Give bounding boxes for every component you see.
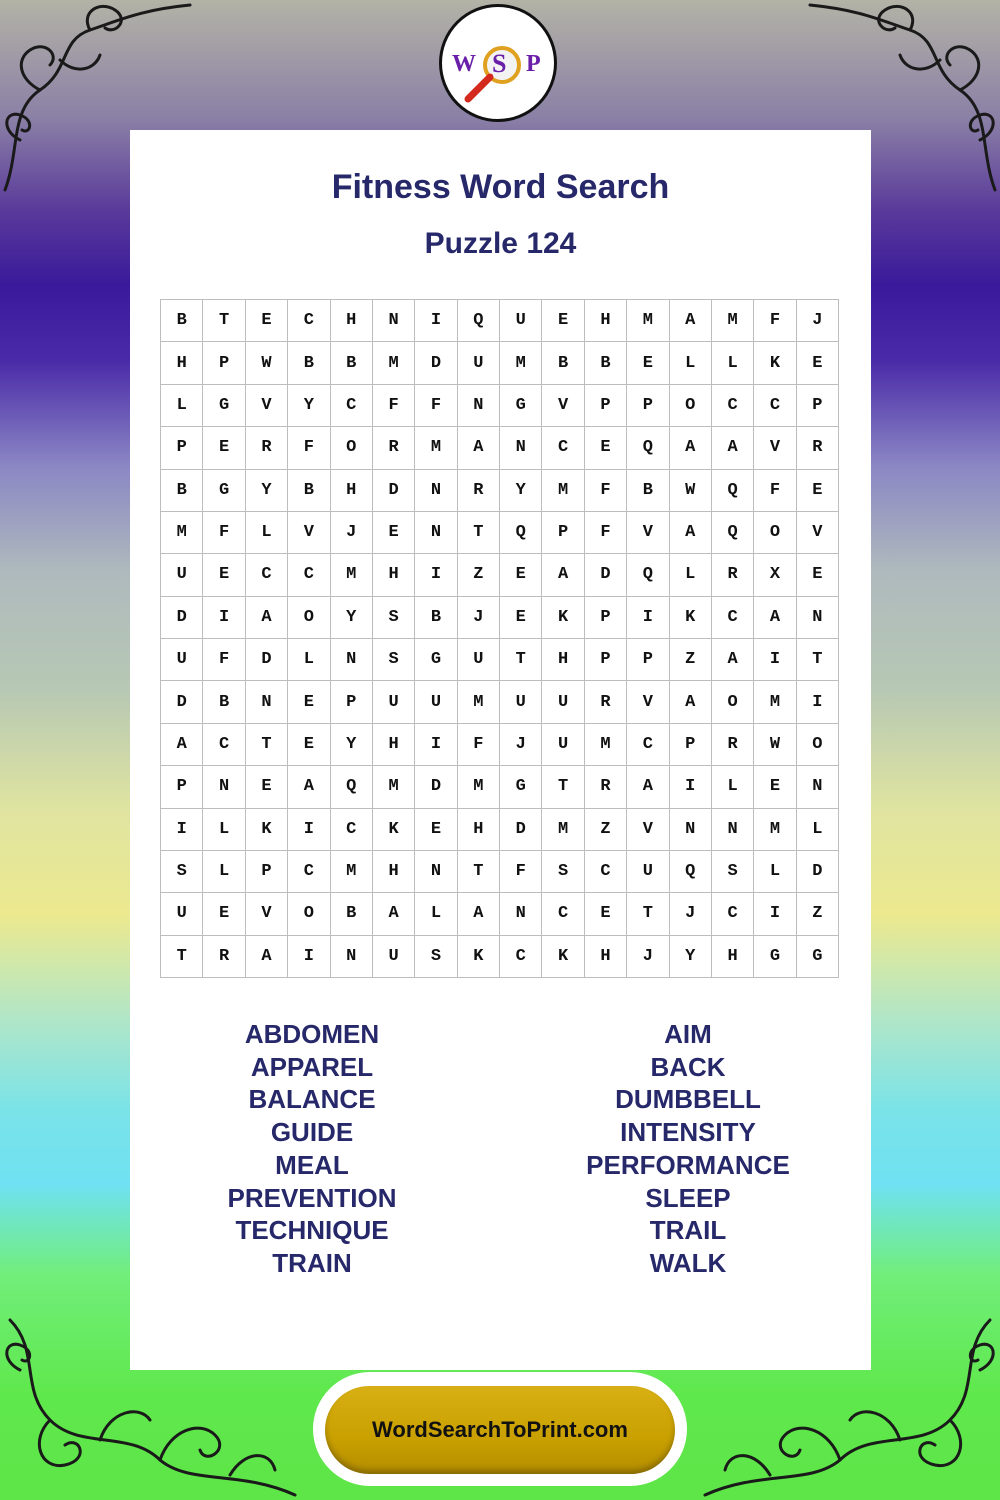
grid-cell[interactable]: A: [627, 766, 669, 808]
grid-cell[interactable]: H: [373, 851, 415, 893]
grid-cell[interactable]: L: [670, 554, 712, 596]
grid-cell[interactable]: H: [585, 300, 627, 342]
grid-cell[interactable]: A: [246, 597, 288, 639]
grid-cell[interactable]: Z: [670, 639, 712, 681]
grid-cell[interactable]: U: [161, 554, 203, 596]
grid-cell[interactable]: B: [203, 681, 245, 723]
grid-cell[interactable]: G: [754, 936, 796, 978]
word-list-item: DUMBBELL: [615, 1084, 761, 1115]
grid-cell[interactable]: E: [203, 893, 245, 935]
grid-cell[interactable]: G: [203, 385, 245, 427]
grid-cell[interactable]: G: [203, 470, 245, 512]
word-list-item: ABDOMEN: [244, 1019, 380, 1049]
grid-cell[interactable]: U: [542, 681, 584, 723]
grid-cell[interactable]: M: [373, 342, 415, 384]
grid-cell[interactable]: R: [712, 724, 754, 766]
grid-cell[interactable]: C: [288, 851, 330, 893]
grid-cell[interactable]: F: [415, 385, 457, 427]
grid-cell[interactable]: I: [161, 809, 203, 851]
grid-cell[interactable]: I: [415, 554, 457, 596]
grid-cell[interactable]: D: [500, 809, 542, 851]
grid-cell[interactable]: L: [712, 342, 754, 384]
grid-cell[interactable]: R: [797, 427, 839, 469]
grid-cell[interactable]: O: [712, 681, 754, 723]
word-list-left: [162, 1018, 462, 1280]
grid-cell[interactable]: N: [500, 893, 542, 935]
grid-cell[interactable]: K: [542, 936, 584, 978]
grid-cell[interactable]: B: [542, 342, 584, 384]
word-list-item: TRAIN: [272, 1247, 352, 1278]
grid-cell[interactable]: N: [458, 385, 500, 427]
grid-cell[interactable]: C: [712, 597, 754, 639]
grid-cell[interactable]: R: [203, 936, 245, 978]
grid-cell[interactable]: M: [542, 809, 584, 851]
grid-cell[interactable]: H: [331, 470, 373, 512]
grid-cell[interactable]: Y: [288, 385, 330, 427]
grid-cell[interactable]: M: [458, 681, 500, 723]
grid-cell[interactable]: A: [670, 512, 712, 554]
grid-cell[interactable]: N: [670, 809, 712, 851]
grid-cell[interactable]: Q: [670, 851, 712, 893]
grid-cell[interactable]: N: [203, 766, 245, 808]
grid-cell[interactable]: A: [712, 427, 754, 469]
grid-cell[interactable]: P: [331, 681, 373, 723]
word-list-item: SLEEP: [645, 1182, 731, 1213]
grid-cell[interactable]: J: [500, 724, 542, 766]
grid-cell[interactable]: N: [712, 809, 754, 851]
grid-cell[interactable]: C: [331, 385, 373, 427]
grid-cell[interactable]: E: [500, 597, 542, 639]
grid-cell[interactable]: O: [797, 724, 839, 766]
grid-cell[interactable]: A: [458, 427, 500, 469]
logo-letter-w: W: [452, 51, 476, 77]
grid-cell[interactable]: M: [500, 342, 542, 384]
grid-cell[interactable]: M: [331, 554, 373, 596]
grid-cell[interactable]: U: [458, 639, 500, 681]
grid-cell[interactable]: M: [542, 470, 584, 512]
grid-cell[interactable]: B: [415, 597, 457, 639]
grid-cell[interactable]: C: [288, 300, 330, 342]
grid-cell[interactable]: D: [373, 470, 415, 512]
grid-cell[interactable]: I: [288, 809, 330, 851]
grid-cell[interactable]: P: [542, 512, 584, 554]
grid-cell[interactable]: P: [670, 724, 712, 766]
word-list-item: MEAL: [275, 1149, 349, 1180]
grid-cell[interactable]: P: [203, 342, 245, 384]
grid-cell[interactable]: L: [712, 766, 754, 808]
grid-cell[interactable]: M: [754, 681, 796, 723]
word-list-item: INTENSITY: [620, 1117, 756, 1148]
word-list-item: AIM: [664, 1019, 712, 1049]
grid-cell[interactable]: Q: [500, 512, 542, 554]
grid-cell[interactable]: P: [161, 427, 203, 469]
grid-cell[interactable]: I: [415, 300, 457, 342]
grid-cell[interactable]: M: [415, 427, 457, 469]
grid-cell[interactable]: Q: [458, 300, 500, 342]
grid-cell[interactable]: K: [458, 936, 500, 978]
grid-cell[interactable]: Y: [331, 597, 373, 639]
grid-cell[interactable]: V: [627, 681, 669, 723]
grid-cell[interactable]: I: [203, 597, 245, 639]
grid-cell[interactable]: T: [797, 639, 839, 681]
grid-cell[interactable]: H: [712, 936, 754, 978]
grid-cell[interactable]: A: [712, 639, 754, 681]
grid-cell[interactable]: Q: [331, 766, 373, 808]
puzzle-sheet: [130, 130, 871, 1370]
grid-cell[interactable]: L: [203, 809, 245, 851]
grid-cell[interactable]: U: [500, 681, 542, 723]
word-list-item: PREVENTION: [227, 1182, 397, 1213]
grid-cell[interactable]: T: [161, 936, 203, 978]
grid-cell[interactable]: F: [754, 300, 796, 342]
grid-cell[interactable]: T: [246, 724, 288, 766]
grid-cell[interactable]: O: [331, 427, 373, 469]
grid-cell[interactable]: E: [288, 681, 330, 723]
grid-cell[interactable]: G: [500, 385, 542, 427]
grid-cell[interactable]: A: [246, 936, 288, 978]
grid-cell[interactable]: N: [331, 936, 373, 978]
grid-cell[interactable]: P: [585, 597, 627, 639]
grid-cell[interactable]: M: [627, 300, 669, 342]
grid-cell[interactable]: L: [797, 809, 839, 851]
grid-cell[interactable]: E: [627, 342, 669, 384]
grid-cell[interactable]: C: [754, 385, 796, 427]
grid-cell[interactable]: A: [458, 893, 500, 935]
grid-cell[interactable]: D: [797, 851, 839, 893]
grid-cell[interactable]: V: [542, 385, 584, 427]
grid-cell[interactable]: Q: [712, 470, 754, 512]
grid-cell[interactable]: T: [458, 512, 500, 554]
grid-cell[interactable]: H: [373, 724, 415, 766]
grid-cell[interactable]: K: [670, 597, 712, 639]
grid-cell[interactable]: K: [246, 809, 288, 851]
grid-cell[interactable]: G: [500, 766, 542, 808]
grid-cell[interactable]: Z: [458, 554, 500, 596]
grid-cell[interactable]: N: [373, 300, 415, 342]
grid-cell[interactable]: F: [585, 470, 627, 512]
grid-cell[interactable]: C: [585, 851, 627, 893]
grid-cell[interactable]: A: [542, 554, 584, 596]
word-list-item: PERFORMANCE: [586, 1149, 790, 1180]
grid-cell[interactable]: R: [585, 766, 627, 808]
puzzle-number: Puzzle 124: [424, 227, 577, 260]
grid-cell[interactable]: E: [542, 300, 584, 342]
grid-cell[interactable]: D: [161, 681, 203, 723]
grid-cell[interactable]: V: [627, 512, 669, 554]
grid-cell[interactable]: P: [797, 385, 839, 427]
grid-cell[interactable]: U: [542, 724, 584, 766]
grid-cell[interactable]: E: [246, 766, 288, 808]
grid-cell[interactable]: U: [161, 893, 203, 935]
grid-cell[interactable]: L: [203, 851, 245, 893]
page-title: Fitness Word Search: [331, 168, 670, 206]
grid-cell[interactable]: Q: [712, 512, 754, 554]
grid-cell[interactable]: G: [415, 639, 457, 681]
grid-cell[interactable]: M: [373, 766, 415, 808]
grid-cell[interactable]: B: [585, 342, 627, 384]
grid-cell[interactable]: L: [161, 385, 203, 427]
grid-cell[interactable]: F: [203, 512, 245, 554]
word-list-item: BACK: [650, 1051, 726, 1082]
grid-cell[interactable]: B: [288, 470, 330, 512]
grid-cell[interactable]: N: [246, 681, 288, 723]
grid-cell[interactable]: G: [797, 936, 839, 978]
grid-cell[interactable]: D: [246, 639, 288, 681]
grid-cell[interactable]: M: [161, 512, 203, 554]
grid-cell[interactable]: F: [203, 639, 245, 681]
grid-cell[interactable]: M: [754, 809, 796, 851]
grid-cell[interactable]: J: [627, 936, 669, 978]
grid-cell[interactable]: W: [754, 724, 796, 766]
grid-cell[interactable]: A: [670, 300, 712, 342]
grid-cell[interactable]: L: [288, 639, 330, 681]
grid-cell[interactable]: B: [288, 342, 330, 384]
grid-cell[interactable]: E: [203, 554, 245, 596]
grid-cell[interactable]: L: [246, 512, 288, 554]
grid-cell[interactable]: C: [500, 936, 542, 978]
word-list-item: WALK: [649, 1247, 727, 1278]
grid-cell[interactable]: I: [288, 936, 330, 978]
grid-cell[interactable]: R: [585, 681, 627, 723]
grid-cell[interactable]: U: [627, 851, 669, 893]
grid-cell[interactable]: P: [627, 639, 669, 681]
grid-cell[interactable]: U: [500, 300, 542, 342]
grid-cell[interactable]: U: [161, 639, 203, 681]
grid-cell[interactable]: I: [754, 639, 796, 681]
grid-cell[interactable]: L: [415, 893, 457, 935]
grid-cell[interactable]: T: [500, 639, 542, 681]
grid-cell[interactable]: C: [712, 385, 754, 427]
grid-cell[interactable]: P: [161, 766, 203, 808]
grid-cell[interactable]: A: [670, 427, 712, 469]
grid-cell[interactable]: C: [331, 809, 373, 851]
grid-cell[interactable]: A: [754, 597, 796, 639]
grid-cell[interactable]: T: [627, 893, 669, 935]
grid-cell[interactable]: A: [670, 681, 712, 723]
word-list-item: BALANCE: [248, 1084, 376, 1115]
grid-cell[interactable]: U: [373, 936, 415, 978]
grid-cell[interactable]: N: [415, 512, 457, 554]
grid-cell[interactable]: C: [627, 724, 669, 766]
grid-cell[interactable]: S: [373, 597, 415, 639]
grid-cell[interactable]: S: [415, 936, 457, 978]
grid-cell[interactable]: U: [373, 681, 415, 723]
grid-cell[interactable]: D: [415, 766, 457, 808]
site-link-button[interactable]: WordSearchToPrint.com: [325, 1386, 675, 1474]
grid-cell[interactable]: P: [585, 385, 627, 427]
grid-cell[interactable]: K: [373, 809, 415, 851]
grid-cell[interactable]: R: [373, 427, 415, 469]
grid-cell[interactable]: V: [246, 893, 288, 935]
word-list-item: TECHNIQUE: [235, 1215, 389, 1246]
grid-cell[interactable]: E: [373, 512, 415, 554]
grid-cell[interactable]: E: [797, 342, 839, 384]
grid-cell[interactable]: N: [415, 470, 457, 512]
grid-cell[interactable]: F: [754, 470, 796, 512]
grid-cell[interactable]: B: [627, 470, 669, 512]
grid-cell[interactable]: F: [288, 427, 330, 469]
wsp-logo: [439, 4, 557, 122]
grid-cell[interactable]: C: [203, 724, 245, 766]
grid-cell[interactable]: E: [585, 427, 627, 469]
grid-cell[interactable]: Y: [500, 470, 542, 512]
grid-cell[interactable]: R: [458, 470, 500, 512]
grid-cell[interactable]: L: [754, 851, 796, 893]
word-list-item: GUIDE: [270, 1117, 354, 1148]
grid-cell[interactable]: Y: [246, 470, 288, 512]
grid-cell[interactable]: V: [754, 427, 796, 469]
grid-cell[interactable]: F: [500, 851, 542, 893]
word-list-right: [538, 1018, 838, 1280]
grid-cell[interactable]: I: [415, 724, 457, 766]
grid-cell[interactable]: O: [754, 512, 796, 554]
grid-cell[interactable]: I: [627, 597, 669, 639]
grid-cell[interactable]: M: [331, 851, 373, 893]
logo-letter-p: P: [526, 51, 541, 77]
grid-cell[interactable]: M: [585, 724, 627, 766]
grid-cell[interactable]: E: [754, 766, 796, 808]
grid-cell[interactable]: S: [161, 851, 203, 893]
grid-cell[interactable]: Q: [627, 427, 669, 469]
grid-cell[interactable]: D: [161, 597, 203, 639]
grid-cell[interactable]: Z: [797, 893, 839, 935]
grid-cell[interactable]: M: [458, 766, 500, 808]
grid-cell[interactable]: S: [542, 851, 584, 893]
grid-cell[interactable]: H: [161, 342, 203, 384]
grid-cell[interactable]: N: [797, 597, 839, 639]
grid-cell[interactable]: P: [627, 385, 669, 427]
grid-cell[interactable]: C: [288, 554, 330, 596]
grid-cell[interactable]: N: [797, 766, 839, 808]
grid-cell[interactable]: P: [246, 851, 288, 893]
grid-cell[interactable]: E: [288, 724, 330, 766]
grid-cell[interactable]: B: [331, 893, 373, 935]
grid-cell[interactable]: S: [712, 851, 754, 893]
grid-cell[interactable]: P: [585, 639, 627, 681]
grid-cell[interactable]: F: [458, 724, 500, 766]
grid-cell[interactable]: I: [670, 766, 712, 808]
grid-cell[interactable]: K: [754, 342, 796, 384]
grid-cell[interactable]: C: [246, 554, 288, 596]
grid-cell[interactable]: E: [203, 427, 245, 469]
grid-cell[interactable]: E: [585, 893, 627, 935]
grid-cell[interactable]: J: [458, 597, 500, 639]
grid-cell[interactable]: O: [288, 597, 330, 639]
grid-cell[interactable]: H: [585, 936, 627, 978]
grid-cell[interactable]: O: [670, 385, 712, 427]
grid-cell[interactable]: T: [458, 851, 500, 893]
grid-cell[interactable]: N: [500, 427, 542, 469]
grid-cell[interactable]: J: [331, 512, 373, 554]
grid-cell[interactable]: V: [797, 512, 839, 554]
grid-cell[interactable]: X: [754, 554, 796, 596]
grid-cell[interactable]: B: [161, 470, 203, 512]
grid-cell[interactable]: R: [246, 427, 288, 469]
grid-cell[interactable]: E: [797, 554, 839, 596]
grid-cell[interactable]: F: [585, 512, 627, 554]
grid-cell[interactable]: E: [797, 470, 839, 512]
grid-cell[interactable]: K: [542, 597, 584, 639]
grid-cell[interactable]: C: [542, 427, 584, 469]
grid-cell[interactable]: A: [373, 893, 415, 935]
grid-cell[interactable]: H: [458, 809, 500, 851]
letter-grid: [160, 299, 839, 978]
grid-cell[interactable]: C: [712, 893, 754, 935]
grid-cell[interactable]: R: [712, 554, 754, 596]
grid-cell[interactable]: O: [288, 893, 330, 935]
grid-cell[interactable]: H: [331, 300, 373, 342]
grid-cell[interactable]: V: [627, 809, 669, 851]
grid-cell[interactable]: L: [670, 342, 712, 384]
grid-cell[interactable]: C: [542, 893, 584, 935]
grid-cell[interactable]: Y: [331, 724, 373, 766]
grid-cell[interactable]: A: [161, 724, 203, 766]
grid-cell[interactable]: U: [415, 681, 457, 723]
grid-cell[interactable]: D: [415, 342, 457, 384]
logo-letter-s: S: [492, 49, 507, 78]
grid-cell[interactable]: N: [415, 851, 457, 893]
grid-cell[interactable]: M: [712, 300, 754, 342]
grid-cell[interactable]: U: [458, 342, 500, 384]
grid-cell[interactable]: T: [203, 300, 245, 342]
grid-cell[interactable]: E: [246, 300, 288, 342]
grid-cell[interactable]: H: [542, 639, 584, 681]
grid-cell[interactable]: D: [585, 554, 627, 596]
grid-cell[interactable]: Q: [627, 554, 669, 596]
grid-cell[interactable]: Z: [585, 809, 627, 851]
grid-cell[interactable]: V: [246, 385, 288, 427]
grid-cell[interactable]: V: [288, 512, 330, 554]
grid-cell[interactable]: H: [373, 554, 415, 596]
word-list-item: TRAIL: [649, 1215, 727, 1246]
grid-cell[interactable]: E: [500, 554, 542, 596]
grid-cell[interactable]: N: [331, 639, 373, 681]
word-list-item: APPAREL: [250, 1051, 374, 1082]
grid-cell[interactable]: W: [670, 470, 712, 512]
grid-cell[interactable]: W: [246, 342, 288, 384]
grid-cell[interactable]: A: [288, 766, 330, 808]
grid-cell[interactable]: F: [373, 385, 415, 427]
grid-cell[interactable]: I: [754, 893, 796, 935]
grid-cell[interactable]: S: [373, 639, 415, 681]
grid-cell[interactable]: I: [797, 681, 839, 723]
grid-cell[interactable]: B: [161, 300, 203, 342]
grid-cell[interactable]: Y: [670, 936, 712, 978]
grid-cell[interactable]: E: [415, 809, 457, 851]
grid-cell[interactable]: B: [331, 342, 373, 384]
grid-cell[interactable]: J: [670, 893, 712, 935]
grid-cell[interactable]: T: [542, 766, 584, 808]
footer-badge: [313, 1372, 687, 1486]
grid-cell[interactable]: J: [797, 300, 839, 342]
